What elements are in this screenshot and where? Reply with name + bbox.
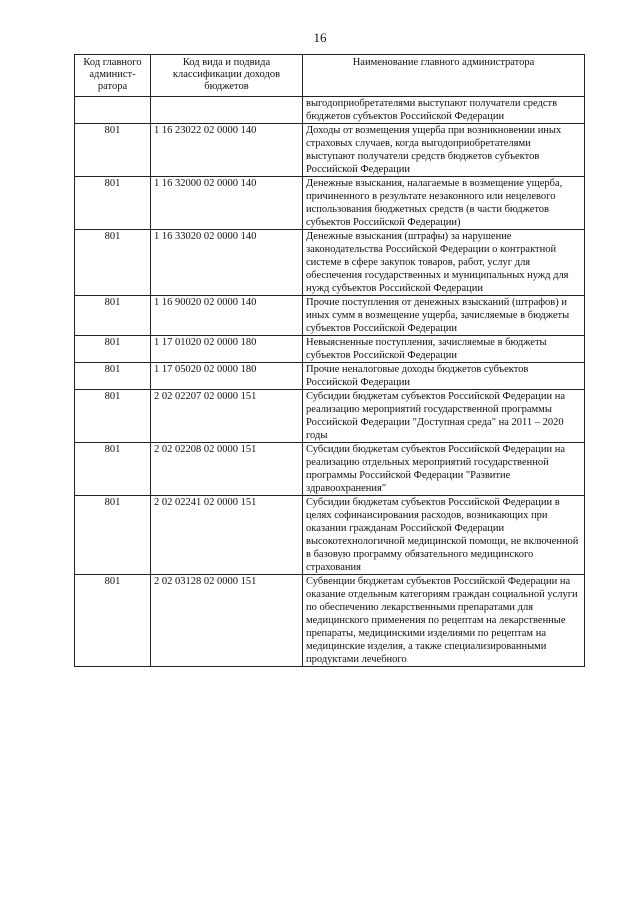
admin-code-cell (75, 97, 151, 124)
revenue-code-cell: 1 16 33020 02 0000 140 (151, 230, 303, 296)
header-admin-name: Наименование главного администратора (303, 55, 585, 97)
admin-code-cell: 801 (75, 296, 151, 336)
admin-name-cell: Субсидии бюджетам субъектов Российской Федерации на реализацию мероприятий государственной программы Российской Федерации "Доступная среда" на 2011 – 2020 годы (303, 390, 585, 443)
table-row (75, 124, 585, 177)
admin-code-cell: 801 (75, 124, 151, 177)
admin-name-cell: Прочие поступления от денежных взысканий (штрафов) и иных сумм в возмещение ущерба, зачисляемые в бюджеты субъектов Российской Федерации (303, 296, 585, 336)
revenue-code-cell: 2 02 02208 02 0000 151 (151, 443, 303, 496)
admin-name-cell: выгодоприобретателями выступают получатели средств бюджетов субъектов Российской Федерации (303, 97, 585, 124)
admin-name-cell: Субсидии бюджетам субъектов Российской Федерации в целях софинансирования расходов, возникающих при оказании гражданам Российской Федерации высокотехнологичной медицинской помощи, не включенной в базовую программу обязательного медицинского страхования (303, 496, 585, 575)
table-row (75, 390, 585, 443)
header-revenue-code: Код вида и подвида классификации доходов бюджетов (151, 55, 303, 97)
admin-name-cell: Денежные взыскания (штрафы) за нарушение законодательства Российской Федерации о контрактной системе в сфере закупок товаров, работ, услуг для обеспечения государственных и муниципальных нужд для нужд субъектов Российской Федерации (303, 230, 585, 296)
table-row (75, 230, 585, 296)
revenue-code-cell: 1 16 90020 02 0000 140 (151, 296, 303, 336)
table-row (75, 575, 585, 667)
revenue-code-cell: 2 02 02207 02 0000 151 (151, 390, 303, 443)
admin-code-cell: 801 (75, 230, 151, 296)
admin-code-cell: 801 (75, 575, 151, 667)
revenue-code-cell: 1 16 32000 02 0000 140 (151, 177, 303, 230)
admin-code-cell: 801 (75, 177, 151, 230)
table-header-row (75, 55, 585, 97)
page-number: 16 (313, 30, 327, 45)
admin-code-cell: 801 (75, 336, 151, 363)
table-row (75, 363, 585, 390)
revenue-code-cell: 2 02 02241 02 0000 151 (151, 496, 303, 575)
revenue-code-cell: 1 17 05020 02 0000 180 (151, 363, 303, 390)
admin-code-cell: 801 (75, 496, 151, 575)
revenue-code-cell: 2 02 03128 02 0000 151 (151, 575, 303, 667)
table-row (75, 496, 585, 575)
revenue-code-cell: 1 17 01020 02 0000 180 (151, 336, 303, 363)
admin-code-cell: 801 (75, 443, 151, 496)
table-row (75, 336, 585, 363)
admin-name-cell: Невыясненные поступления, зачисляемые в бюджеты субъектов Российской Федерации (303, 336, 585, 363)
admin-code-cell: 801 (75, 390, 151, 443)
admin-name-cell: Прочие неналоговые доходы бюджетов субъектов Российской Федерации (303, 363, 585, 390)
admin-name-cell: Доходы от возмещения ущерба при возникновении иных страховых случаев, когда выгодоприобретателями выступают получатели средств бюджетов субъектов Российской Федерации (303, 124, 585, 177)
table-row (75, 443, 585, 496)
admin-name-cell: Денежные взыскания, налагаемые в возмещение ущерба, причиненного в результате незаконного или нецелевого использования бюджетных средств (в части бюджетов субъектов Российской Федерации) (303, 177, 585, 230)
admin-name-cell: Субсидии бюджетам субъектов Российской Федерации на реализацию отдельных мероприятий государственной программы Российской Федерации "Развитие здравоохранения" (303, 443, 585, 496)
table-row (75, 296, 585, 336)
table-row (75, 97, 585, 124)
revenue-code-cell (151, 97, 303, 124)
header-admin-code: Код главного админист-ратора (75, 55, 151, 97)
revenue-code-cell: 1 16 23022 02 0000 140 (151, 124, 303, 177)
revenue-classification-table (74, 54, 585, 667)
table-row (75, 177, 585, 230)
admin-code-cell: 801 (75, 363, 151, 390)
admin-name-cell: Субвенции бюджетам субъектов Российской Федерации на оказание отдельным категориям граждан социальной услуги по обеспечению лекарственными препаратами для медицинского применения по рецептам на лекарственные препараты, медицинскими изделиями по рецептам на медицинские изделия, а также специализированными продуктами лечебного (303, 575, 585, 667)
